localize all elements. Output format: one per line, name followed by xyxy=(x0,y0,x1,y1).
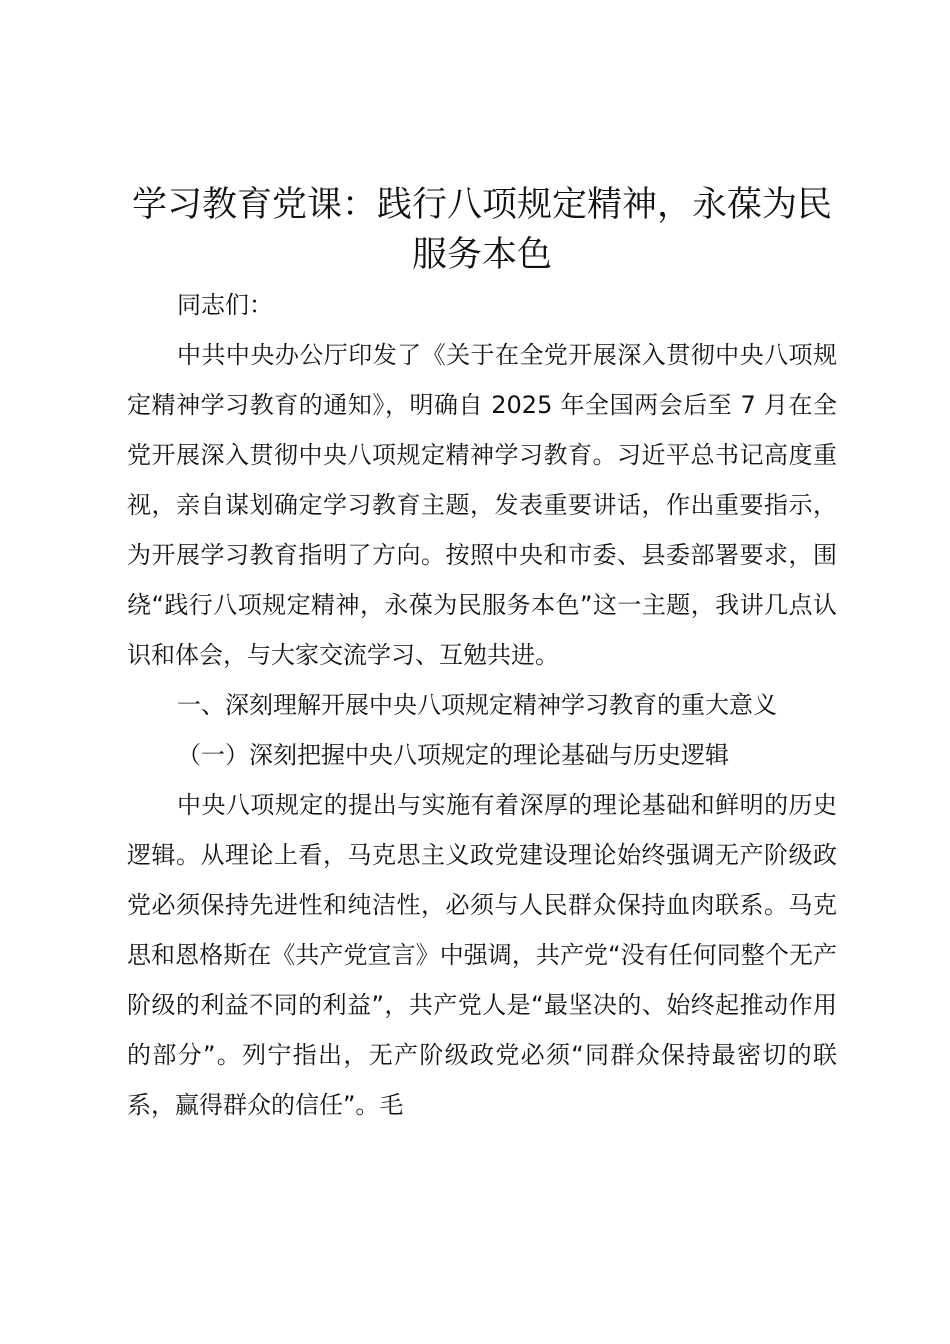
document-page xyxy=(127,180,837,1130)
section-heading-1: 一、深刻理解开展中央八项规定精神学习教育的重大意义 xyxy=(177,691,777,719)
subsection-heading-1: （一）深刻把握中央八项规定的理论基础与历史逻辑 xyxy=(177,741,729,769)
greeting: 同志们： xyxy=(177,291,273,319)
document-body xyxy=(127,280,837,1130)
paragraph-theory: 中央八项规定的提出与实施有着深厚的理论基础和鲜明的历史逻辑。从理论上看，马克思主义政党建设理论始终强调无产阶级政党必须保持先进性和纯洁性，必须与人民群众保持血肉联系。马克思和恩格斯在《共产党宣言》中强调，共产党“没有任何同整个无产阶级的利益不同的利益”，共产党人是“最坚决的、始终起推动作用的部分”。列宁指出，无产阶级政党必须“同群众保持最密切的联系，赢得群众的信任”。毛 xyxy=(127,791,837,1119)
paragraph-intro: 中共中央办公厅印发了《关于在全党开展深入贯彻中央八项规定精神学习教育的通知》，明确自 2025 年全国两会后至 7 月在全党开展深入贯彻中央八项规定精神学习教育。习近平总书记高度重视，亲自谋划确定学习教育主题，发表重要讲话，作出重要指示，为开展学习教育指明了方向。按照中央和市委、县委部署要求，围绕“践行八项规定精神，永葆为民服务本色”这一主题，我讲几点认识和体会，与大家交流学习、互勉共进。 xyxy=(127,341,837,669)
document-title: 学习教育党课：践行八项规定精神，永葆为民服务本色 xyxy=(131,185,832,275)
